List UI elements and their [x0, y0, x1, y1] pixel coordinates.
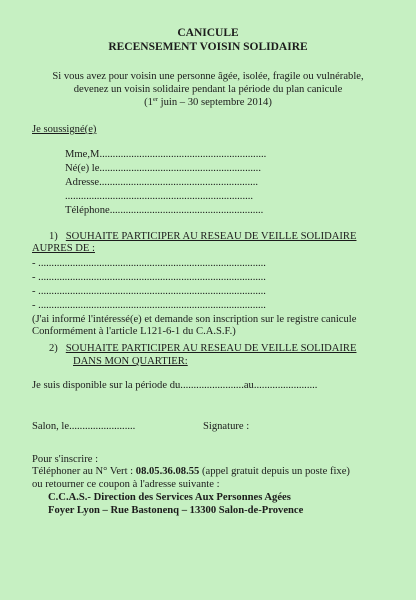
section-2-heading-cont: DANS MON QUARTIER: [73, 356, 188, 367]
section-1-heading-cont: AUPRES DE : [32, 243, 95, 254]
neighbor-line-3[interactable]: - ...................................................................................... [32, 286, 266, 297]
neighbor-line-4[interactable]: - ...................................................................................... [32, 300, 266, 311]
section-1-heading: 1) SOUHAITE PARTICIPER AU RESEAU DE VEILLE SOLIDAIRE [49, 231, 357, 242]
section-1-note-line-2: Conformément à l'article L121-6-1 du C.A.S.F.) [32, 326, 236, 337]
register-mail-line: ou retourner ce coupon à l'adresse suivante : [32, 479, 220, 490]
identity-field-name[interactable]: Mme,M............................................................... [65, 149, 267, 160]
identity-field-born[interactable]: Né(e) le............................................................. [65, 163, 261, 174]
signature-field[interactable]: Signature : [203, 421, 250, 432]
availability-line[interactable]: Je suis disponible sur la période du........................au........................ [32, 380, 318, 391]
section-2-heading: 2) SOUHAITE PARTICIPER AU RESEAU DE VEILLE SOLIDAIRE [49, 343, 357, 354]
section-1-note-line-1: (J'ai informé l'intéressé(e) et demande son inscription sur le registre canicule [32, 314, 357, 325]
identity-field-address[interactable]: Adresse............................................................ [65, 177, 259, 188]
intro-line-2: devenez un voisin solidaire pendant la période du plan canicule [73, 84, 343, 95]
form-subtitle: RECENSEMENT VOISIN SOLIDAIRE [108, 41, 308, 53]
neighbor-line-2[interactable]: - ...................................................................................... [32, 272, 266, 283]
intro-line-1: Si vous avez pour voisin une personne âgée, isolée, fragile ou vulnérable, [52, 71, 364, 82]
ccas-address-line-2: Foyer Lyon – Rue Bastonenq – 13300 Salon-de-Provence [48, 505, 304, 516]
neighbor-line-1[interactable]: - ...................................................................................... [32, 258, 266, 269]
identity-field-address-cont[interactable]: ....................................................................... [65, 191, 254, 202]
undersigned-label: Je soussigné(e) [32, 124, 97, 135]
intro-period: (1er juin – 30 septembre 2014) [144, 96, 272, 108]
register-label: Pour s'inscrire : [32, 454, 99, 465]
form-title: CANICULE [177, 27, 239, 39]
register-phone-line: Téléphoner au N° Vert : 08.05.36.08.55 (appel gratuit depuis un poste fixe) [32, 466, 350, 477]
place-date-field[interactable]: Salon, le......................... [32, 421, 136, 432]
ccas-address-line-1: C.C.A.S.- Direction des Services Aux Personnes Agées [48, 492, 291, 503]
identity-field-phone[interactable]: Téléphone.......................................................... [65, 205, 264, 216]
